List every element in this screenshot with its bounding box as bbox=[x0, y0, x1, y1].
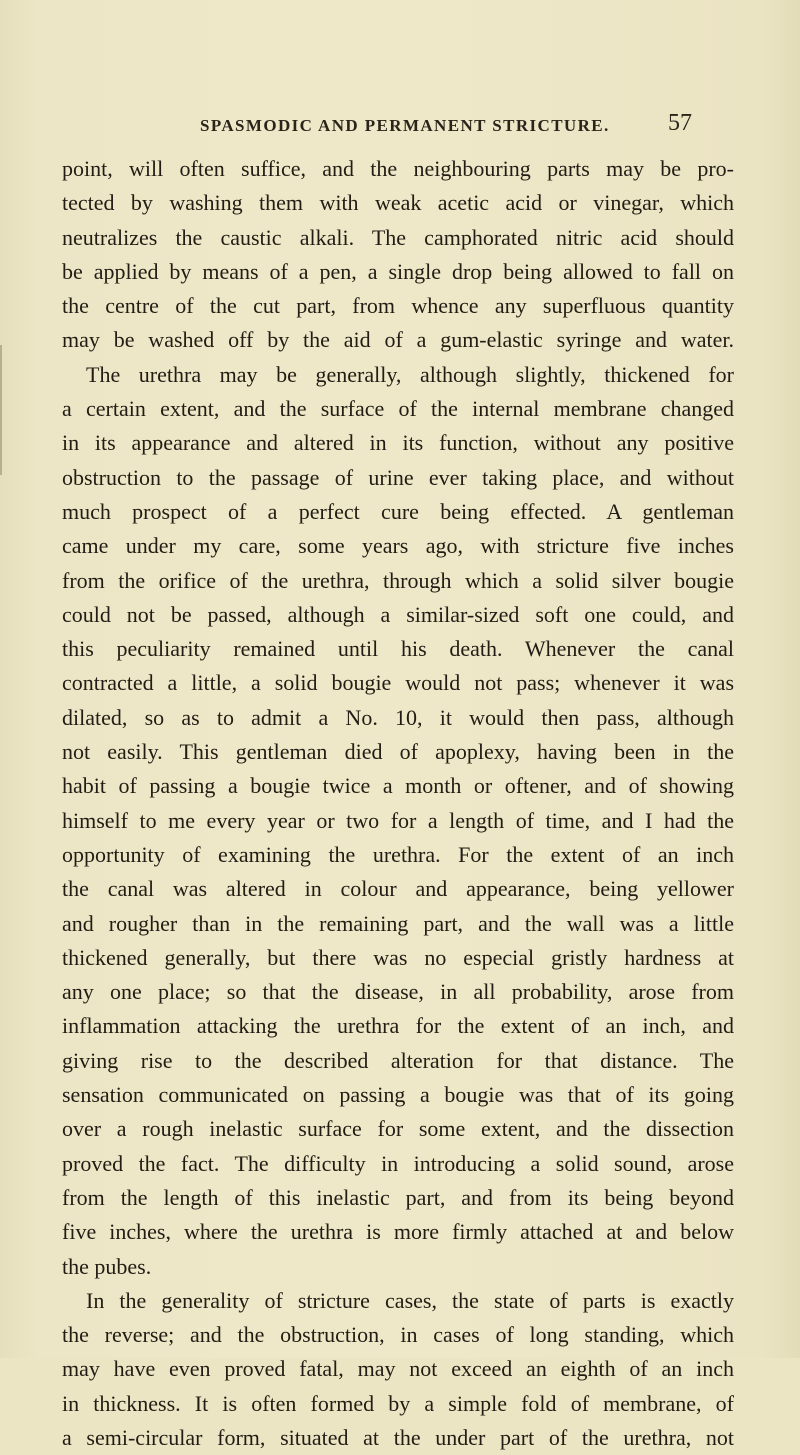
body-text bbox=[62, 152, 734, 1455]
text-line: the reverse; and the obstruction, in cases of long standing, which bbox=[62, 1322, 734, 1348]
text-line: In the generality of stricture cases, the state of parts is exactly bbox=[86, 1287, 734, 1313]
text-line: neutralizes the caustic alkali. The camphorated nitric acid should bbox=[62, 224, 734, 250]
text-line: sensation communicated on passing a bougie was that of its going bbox=[62, 1082, 734, 1108]
text-line: tected by washing them with weak acetic acid or vinegar, which bbox=[62, 190, 734, 216]
text-line: point, will often suffice, and the neighbouring parts may be pro- bbox=[62, 156, 734, 181]
page-header bbox=[0, 110, 800, 140]
text-line: in thickness. It is often formed by a simple fold of membrane, of bbox=[62, 1390, 734, 1416]
text-line: may be washed off by the aid of a gum-elastic syringe and water. bbox=[62, 327, 734, 353]
text-line: from the length of this inelastic part, and from its being beyond bbox=[62, 1184, 734, 1210]
text-line: much prospect of a perfect cure being effected. A gentleman bbox=[62, 498, 734, 524]
text-line: proved the fact. The difficulty in introducing a solid sound, arose bbox=[62, 1150, 734, 1176]
running-head: SPASMODIC AND PERMANENT STRICTURE. bbox=[200, 116, 610, 135]
text-line: five inches, where the urethra is more firmly attached at and below bbox=[62, 1219, 734, 1245]
text-line: and rougher than in the remaining part, and the wall was a little bbox=[62, 910, 734, 936]
text-line: giving rise to the described alteration for that distance. The bbox=[62, 1047, 734, 1073]
text-line: in its appearance and altered in its function, without any positive bbox=[62, 430, 734, 456]
text-line: a certain extent, and the surface of the internal membrane changed bbox=[62, 396, 734, 422]
text-line: the canal was altered in colour and appearance, being yellower bbox=[62, 876, 734, 902]
text-line: not easily. This gentleman died of apoplexy, having been in the bbox=[62, 739, 734, 765]
text-line: The urethra may be generally, although slightly, thickened for bbox=[86, 361, 734, 387]
text-line: this peculiarity remained until his death. Whenever the canal bbox=[62, 636, 734, 662]
text-line: the centre of the cut part, from whence any superfluous quantity bbox=[62, 293, 734, 319]
text-line: contracted a little, a solid bougie would not pass; whenever it was bbox=[62, 670, 734, 696]
text-line: could not be passed, although a similar-sized soft one could, and bbox=[62, 601, 734, 627]
text-line: from the orifice of the urethra, through which a solid silver bougie bbox=[62, 567, 734, 593]
text-line: inflammation attacking the urethra for the extent of an inch, and bbox=[62, 1013, 734, 1039]
text-line: obstruction to the passage of urine ever taking place, and without bbox=[62, 464, 734, 490]
text-line: himself to me every year or two for a length of time, and I had the bbox=[62, 807, 734, 833]
text-line: dilated, so as to admit a No. 10, it would then pass, although bbox=[62, 704, 734, 730]
text-line: be applied by means of a pen, a single drop being allowed to fall on bbox=[62, 258, 734, 284]
text-line: the pubes. bbox=[62, 1253, 152, 1279]
page-number: 57 bbox=[668, 110, 692, 136]
text-line: thickened generally, but there was no especial gristly hardness at bbox=[62, 944, 734, 970]
text-line: may have even proved fatal, may not exceed an eighth of an inch bbox=[62, 1356, 734, 1382]
text-line: habit of passing a bougie twice a month or oftener, and of showing bbox=[62, 773, 734, 799]
text-line: came under my care, some years ago, with stricture five inches bbox=[62, 533, 734, 559]
text-line: opportunity of examining the urethra. For the extent of an inch bbox=[62, 841, 734, 867]
text-line: over a rough inelastic surface for some extent, and the dissection bbox=[62, 1116, 734, 1142]
text-line: any one place; so that the disease, in all probability, arose from bbox=[62, 979, 734, 1005]
text-line: a semi-circular form, situated at the under part of the urethra, not bbox=[62, 1424, 734, 1450]
margin-mark bbox=[0, 345, 2, 475]
